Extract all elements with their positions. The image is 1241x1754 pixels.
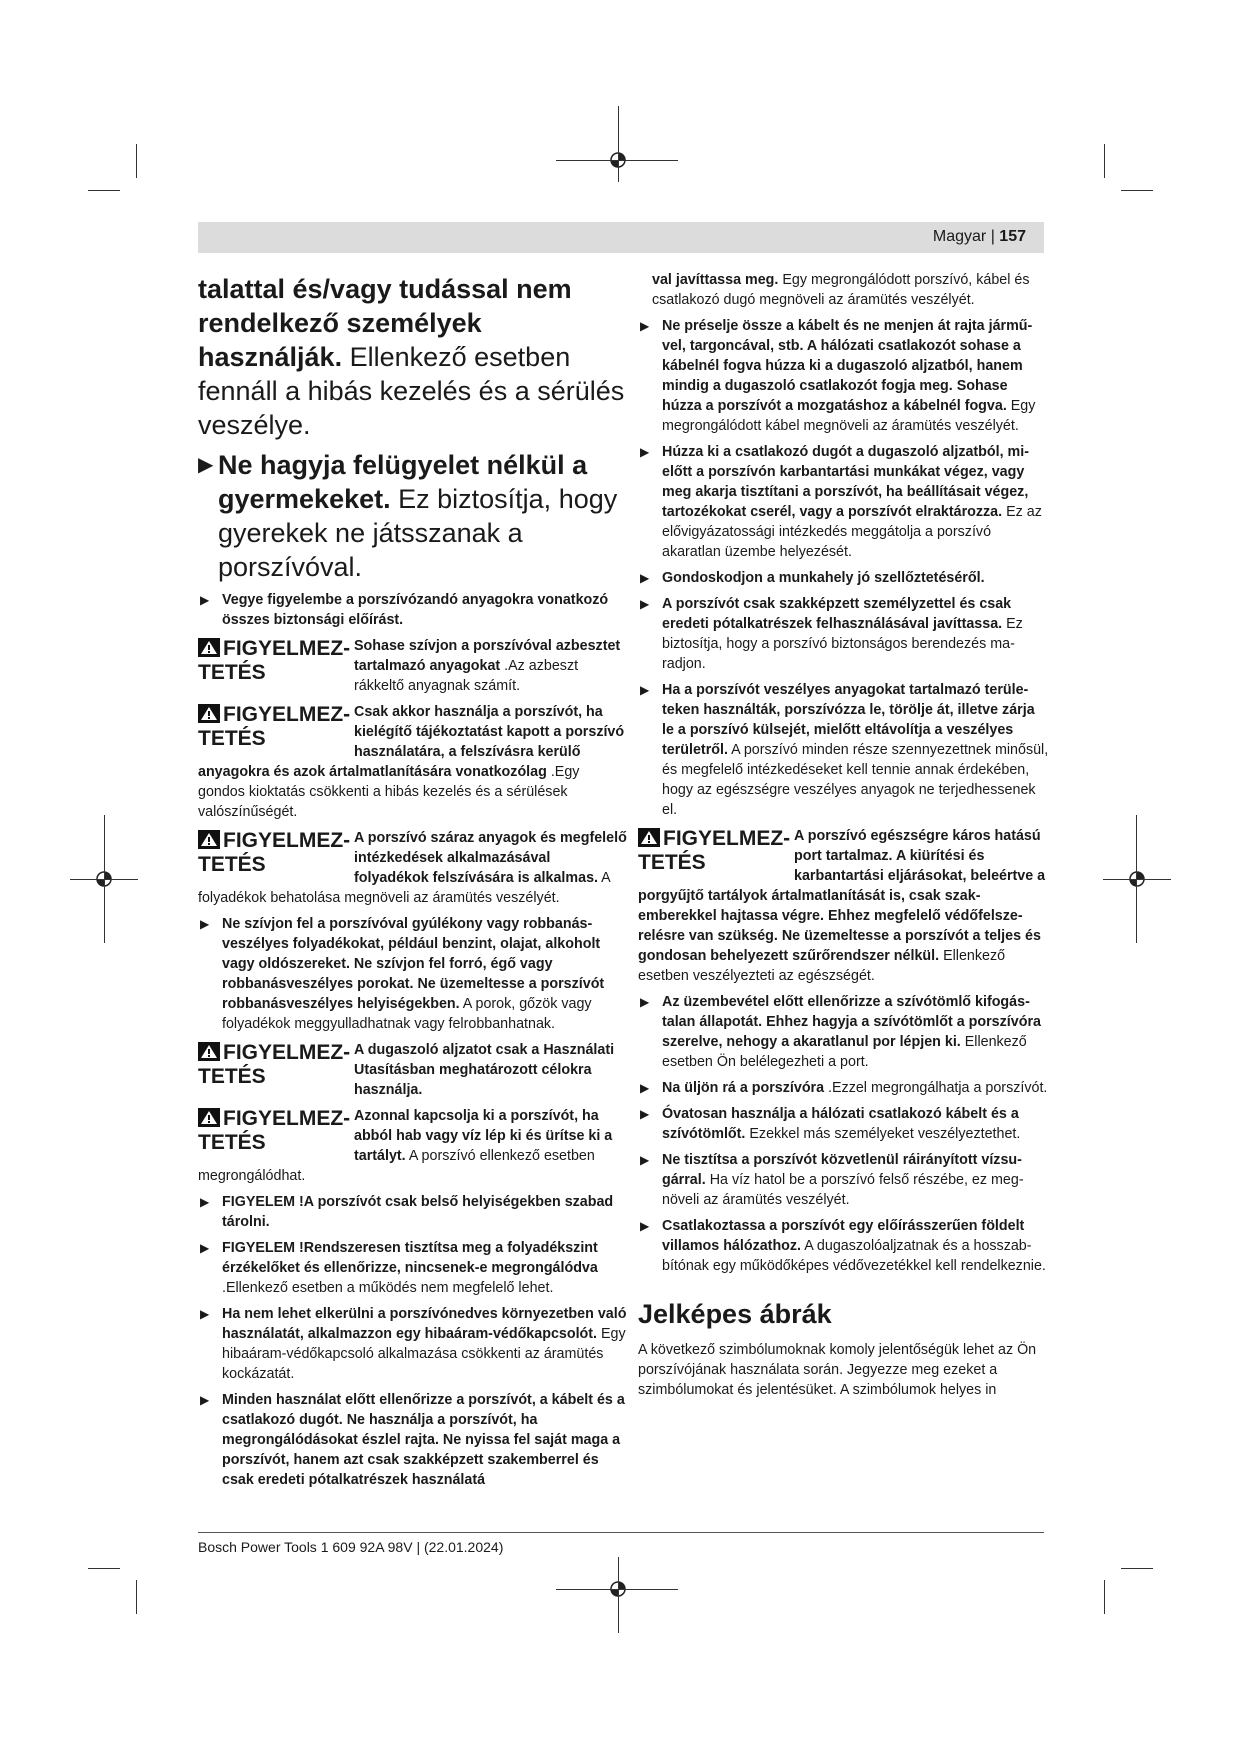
bullet-arrow-icon: ▶ — [200, 593, 210, 607]
bullet-arrow-icon: ▶ — [200, 1241, 210, 1255]
bullet-arrow-icon: ▶ — [200, 1393, 210, 1407]
footer-divider — [198, 1532, 1044, 1533]
warning-block: FIGYELMEZTETÉS Csak akkor használja a porszívót, ha kielégítő tájékoztatást kapott a porszívó használatára, a felszívásra kerülő anyagokra és azok ártalmatlanítására vonatkozólag .Egy gondos kioktatás csökkenti a hibás kezelés és a sérülések valószínűségét. — [198, 703, 625, 820]
warning-block: FIGYELMEZTETÉS Azonnal kapcsolja ki a porszívót, ha abból hab vagy víz lép ki és ürítse ki a tartályt. A porszívó ellenkező esetben megrongálódhat. — [198, 1107, 613, 1184]
list-item: ▶ Na üljön rá a porszívóra .Ezzel megrongálhatja a porszívót. — [640, 1080, 1048, 1096]
crop-mark — [136, 144, 137, 178]
crop-mark — [104, 815, 105, 943]
warning-triangle-icon — [198, 1042, 220, 1061]
bullet-arrow-icon: ▶ — [640, 683, 650, 697]
warning-triangle-icon — [638, 828, 660, 847]
bullet-arrow-icon: ▶ — [640, 571, 650, 585]
list-item: ▶ Ha a porszívót veszélyes anyagokat tartalmazó területeken használták, porszívózza le, törölje át, illetve zárja le a porszívó külsejét, mielőtt eltávolítja a veszélyes területről. A porszívó minden része szennyezettnek minősül, és megfelelő intézkedéseket kell tennie annak érdekében, hogy az egészségre veszélyes anyagok ne terjedhessenek el. — [640, 682, 1049, 818]
bullet-arrow-icon: ▶ — [200, 1195, 210, 1209]
bullet-arrow-icon: ▶ — [640, 1219, 650, 1233]
warning-label: FIGYELMEZTETÉS — [198, 703, 351, 750]
bullet-arrow-icon: ▶ — [640, 445, 650, 459]
list-item: ▶ A porszívót csak szakképzett személyzettel és csak eredeti pótalkatrészek felhasználásával javíttassa. Ez biztosítja, hogy a porszívó biztonságos berendezés maradjon. — [640, 596, 1023, 672]
bullet-arrow-icon: ▶ — [640, 995, 650, 1009]
section-title: Jelképes ábrák — [638, 1299, 832, 1329]
crop-mark — [1104, 144, 1105, 178]
crop-mark — [1103, 879, 1171, 880]
list-item: ▶ Gondoskodjon a munkahely jó szellőztetéséről. — [640, 570, 985, 586]
section-paragraph: A következő szimbólumoknak komoly jelentőségük lehet az Ön porszívójának használata során. Jegyezze meg ezeket a szimbólumokat és jelentésüket. A szimbólumok helyes in — [638, 1342, 1037, 1398]
warning-triangle-icon — [198, 830, 220, 849]
bullet-arrow-icon: ▶ — [640, 319, 650, 333]
warning-block: FIGYELMEZTETÉS A porszívó egészségre káros hatású port tartalmaz. A kiürítési és karbantartási eljárásokat, beleértve a porgyűjtő tartályok ártalmatlanítását is, csak szakemberekkel hajtassa végre. Ehhez megfelelő védőfelszerelésre van szükség. Ne üzemeltesse a porszívót a teljes és gondosan behelyezett szűrőrendszer nélkül. Ellenkező esetben veszélyezteti az egészségét. — [638, 827, 1046, 984]
list-item: ▶ FIGYELEM !Rendszeresen tisztítsa meg a folyadékszint érzékelőket és ellenőrizze, nincsenek-e megrongálódva .Ellenkező esetben a működés nem megfelelő lehet. — [200, 1240, 598, 1296]
list-item: ▶ Minden használat előtt ellenőrizze a porszívót, a kábelt és a csatlakozó dugót. Ne használja a porszívót, ha megrongálódásokat észlel rajta. Ne nyissa fel saját maga a porszívót, hanem azt csak szakképzett szakemberrel és csak eredeti pótalkatrészek használatá — [200, 1392, 625, 1488]
list-item: ▶ Ne szívjon fel a porszívóval gyúlékony vagy robbanásveszélyes folyadékokat, például benzint, olajat, alkoholt vagy oldószereket. Ne szívjon fel forró, égő vagy robbanásveszélyes porokat. Ne üzemeltesse a porszívót robbanásveszélyes helyiségekben. A porok, gőzök vagy folyadékok meggyulladhatnak vagy felrobbanhatnak. — [200, 916, 605, 1032]
warning-block: FIGYELMEZTETÉS A dugaszoló aljzatot csak a Használati Utasításban meghatározott célokra használja. — [198, 1041, 615, 1098]
warning-label: FIGYELMEZTETÉS — [638, 827, 791, 874]
list-item: ▶ Ne préselje össze a kábelt és ne menjen át rajta járművel, targoncával, stb. A hálózati csatlakozót sohase a kábelnél fogva húzza ki a dugaszoló aljzatból, hanem mindig a dugaszoló csatlakozót fogja meg. Sohase húzza a porszívót a mozgatáshoz a kábelnél fogva. Egy megrongálódott kábel megnöveli az áramütés veszélyét. — [640, 318, 1036, 434]
warning-block: FIGYELMEZTETÉS A porszívó száraz anyagok és megfelelő intézkedések alkalmazásával folyadékok felszívására is alkalmas. A folyadékok behatolása megnöveli az áramütés veszélyét. — [198, 829, 627, 906]
intro-paragraph: talattal és/vagy tudással nem rendelkező személyek használják. Ellenkező esetben fennáll a hibás kezelés és a sérülés veszélye. — [198, 274, 625, 440]
list-item: ▶ Húzza ki a csatlakozó dugót a dugaszoló aljzatból, mielőtt a porszívón karbantartási munkákat végez, vagy meg akarja tisztítani a porszívót, ha beállításait végez, tartozékokat cserél, vagy a porszívót elraktározza. Ez az elővigyázatossági intézkedés meggátolja a porszívó akaratlan üzembe helyezését. — [640, 444, 1042, 560]
crop-mark — [556, 1589, 678, 1590]
crop-mark — [88, 190, 120, 191]
list-item: ▶ Ne hagyja felügyelet nélkül a gyermekeket. Ez biztosítja, hogy gyerekek ne játsszanak a porszívóval. — [198, 450, 618, 582]
crop-mark — [556, 160, 678, 161]
bullet-arrow-icon: ▶ — [640, 1107, 650, 1121]
list-item: ▶ Az üzembevétel előtt ellenőrizze a szívótömlő kifogástalan állapotát. Ehhez hagyja a szívótömlőt a porszívóra szerelve, nehogy a akaratlanul por lépjen ki. Ellenkező esetben Ön belélegezheti a port. — [640, 994, 1041, 1070]
list-item: ▶ FIGYELEM !A porszívót csak belső helyiségekben szabad tárolni. — [200, 1194, 614, 1230]
list-item: ▶ Csatlakoztassa a porszívót egy előírásszerűen földelt villamos hálózathoz. A dugaszolóaljzatnak és a hosszabbítónak egy működőképes védővezetékkel kell rendelkeznie. — [640, 1218, 1046, 1274]
crop-mark — [618, 1557, 619, 1633]
crop-mark — [1121, 190, 1153, 191]
list-item: ▶ Vegye figyelembe a porszívózandó anyagokra vonatkozó összes biztonsági előírást. — [200, 592, 609, 628]
right-column — [638, 270, 1050, 1406]
bullet-arrow-icon: ▶ — [640, 597, 650, 611]
bullet-arrow-icon: ▶ — [198, 454, 214, 476]
crop-mark — [618, 106, 619, 182]
warning-triangle-icon — [198, 704, 220, 723]
warning-label: FIGYELMEZTETÉS — [198, 637, 351, 684]
warning-triangle-icon — [198, 1108, 220, 1127]
page-header — [198, 222, 1044, 253]
left-column — [198, 272, 628, 1496]
list-item: ▶ Ne tisztítsa a porszívót közvetlenül ráirányított vízsugárral. Ha víz hatol be a porszívó felső részébe, ez megnöveli az áramütés veszélyét. — [640, 1152, 1024, 1208]
warning-block: FIGYELMEZTETÉS Sohase szívjon a porszívóval azbesztet tartalmazó anyagokat .Az azbeszt rákkeltő anyagnak számít. — [198, 637, 621, 694]
crop-mark — [136, 1580, 137, 1614]
warning-label: FIGYELMEZTETÉS — [198, 1041, 351, 1088]
bullet-arrow-icon: ▶ — [640, 1081, 650, 1095]
crop-mark — [1136, 815, 1137, 943]
bullet-arrow-icon: ▶ — [200, 1307, 210, 1321]
crop-mark — [88, 1568, 120, 1569]
header-text: Magyar | 157 — [932, 228, 1026, 245]
crop-mark — [1121, 1568, 1153, 1569]
list-item: ▶ Óvatosan használja a hálózati csatlakozó kábelt és a szívótömlőt. Ezekkel más személyeket veszélyeztethet. — [640, 1106, 1021, 1142]
warning-label: FIGYELMEZTETÉS — [198, 1107, 351, 1154]
warning-triangle-icon — [198, 638, 220, 657]
list-item: ▶ Ha nem lehet elkerülni a porszívónedves környezetben való használatát, alkalmazzon egy hibaáram-védőkapcsolót. Egy hibaáram-védőkapcsoló alkalmazása csökkenti az áramütés kockázatát. — [200, 1306, 627, 1382]
crop-mark — [1104, 1580, 1105, 1614]
continued-paragraph: val javíttassa meg. Egy megrongálódott porszívó, kábel és csatlakozó dugó megnöveli az áramütés veszélyét. — [652, 272, 1030, 308]
bullet-arrow-icon: ▶ — [200, 917, 210, 931]
bullet-arrow-icon: ▶ — [640, 1153, 650, 1167]
warning-label: FIGYELMEZTETÉS — [198, 829, 351, 876]
page-footer: Bosch Power Tools 1 609 92A 98V | (22.01.2024) — [198, 1539, 504, 1555]
